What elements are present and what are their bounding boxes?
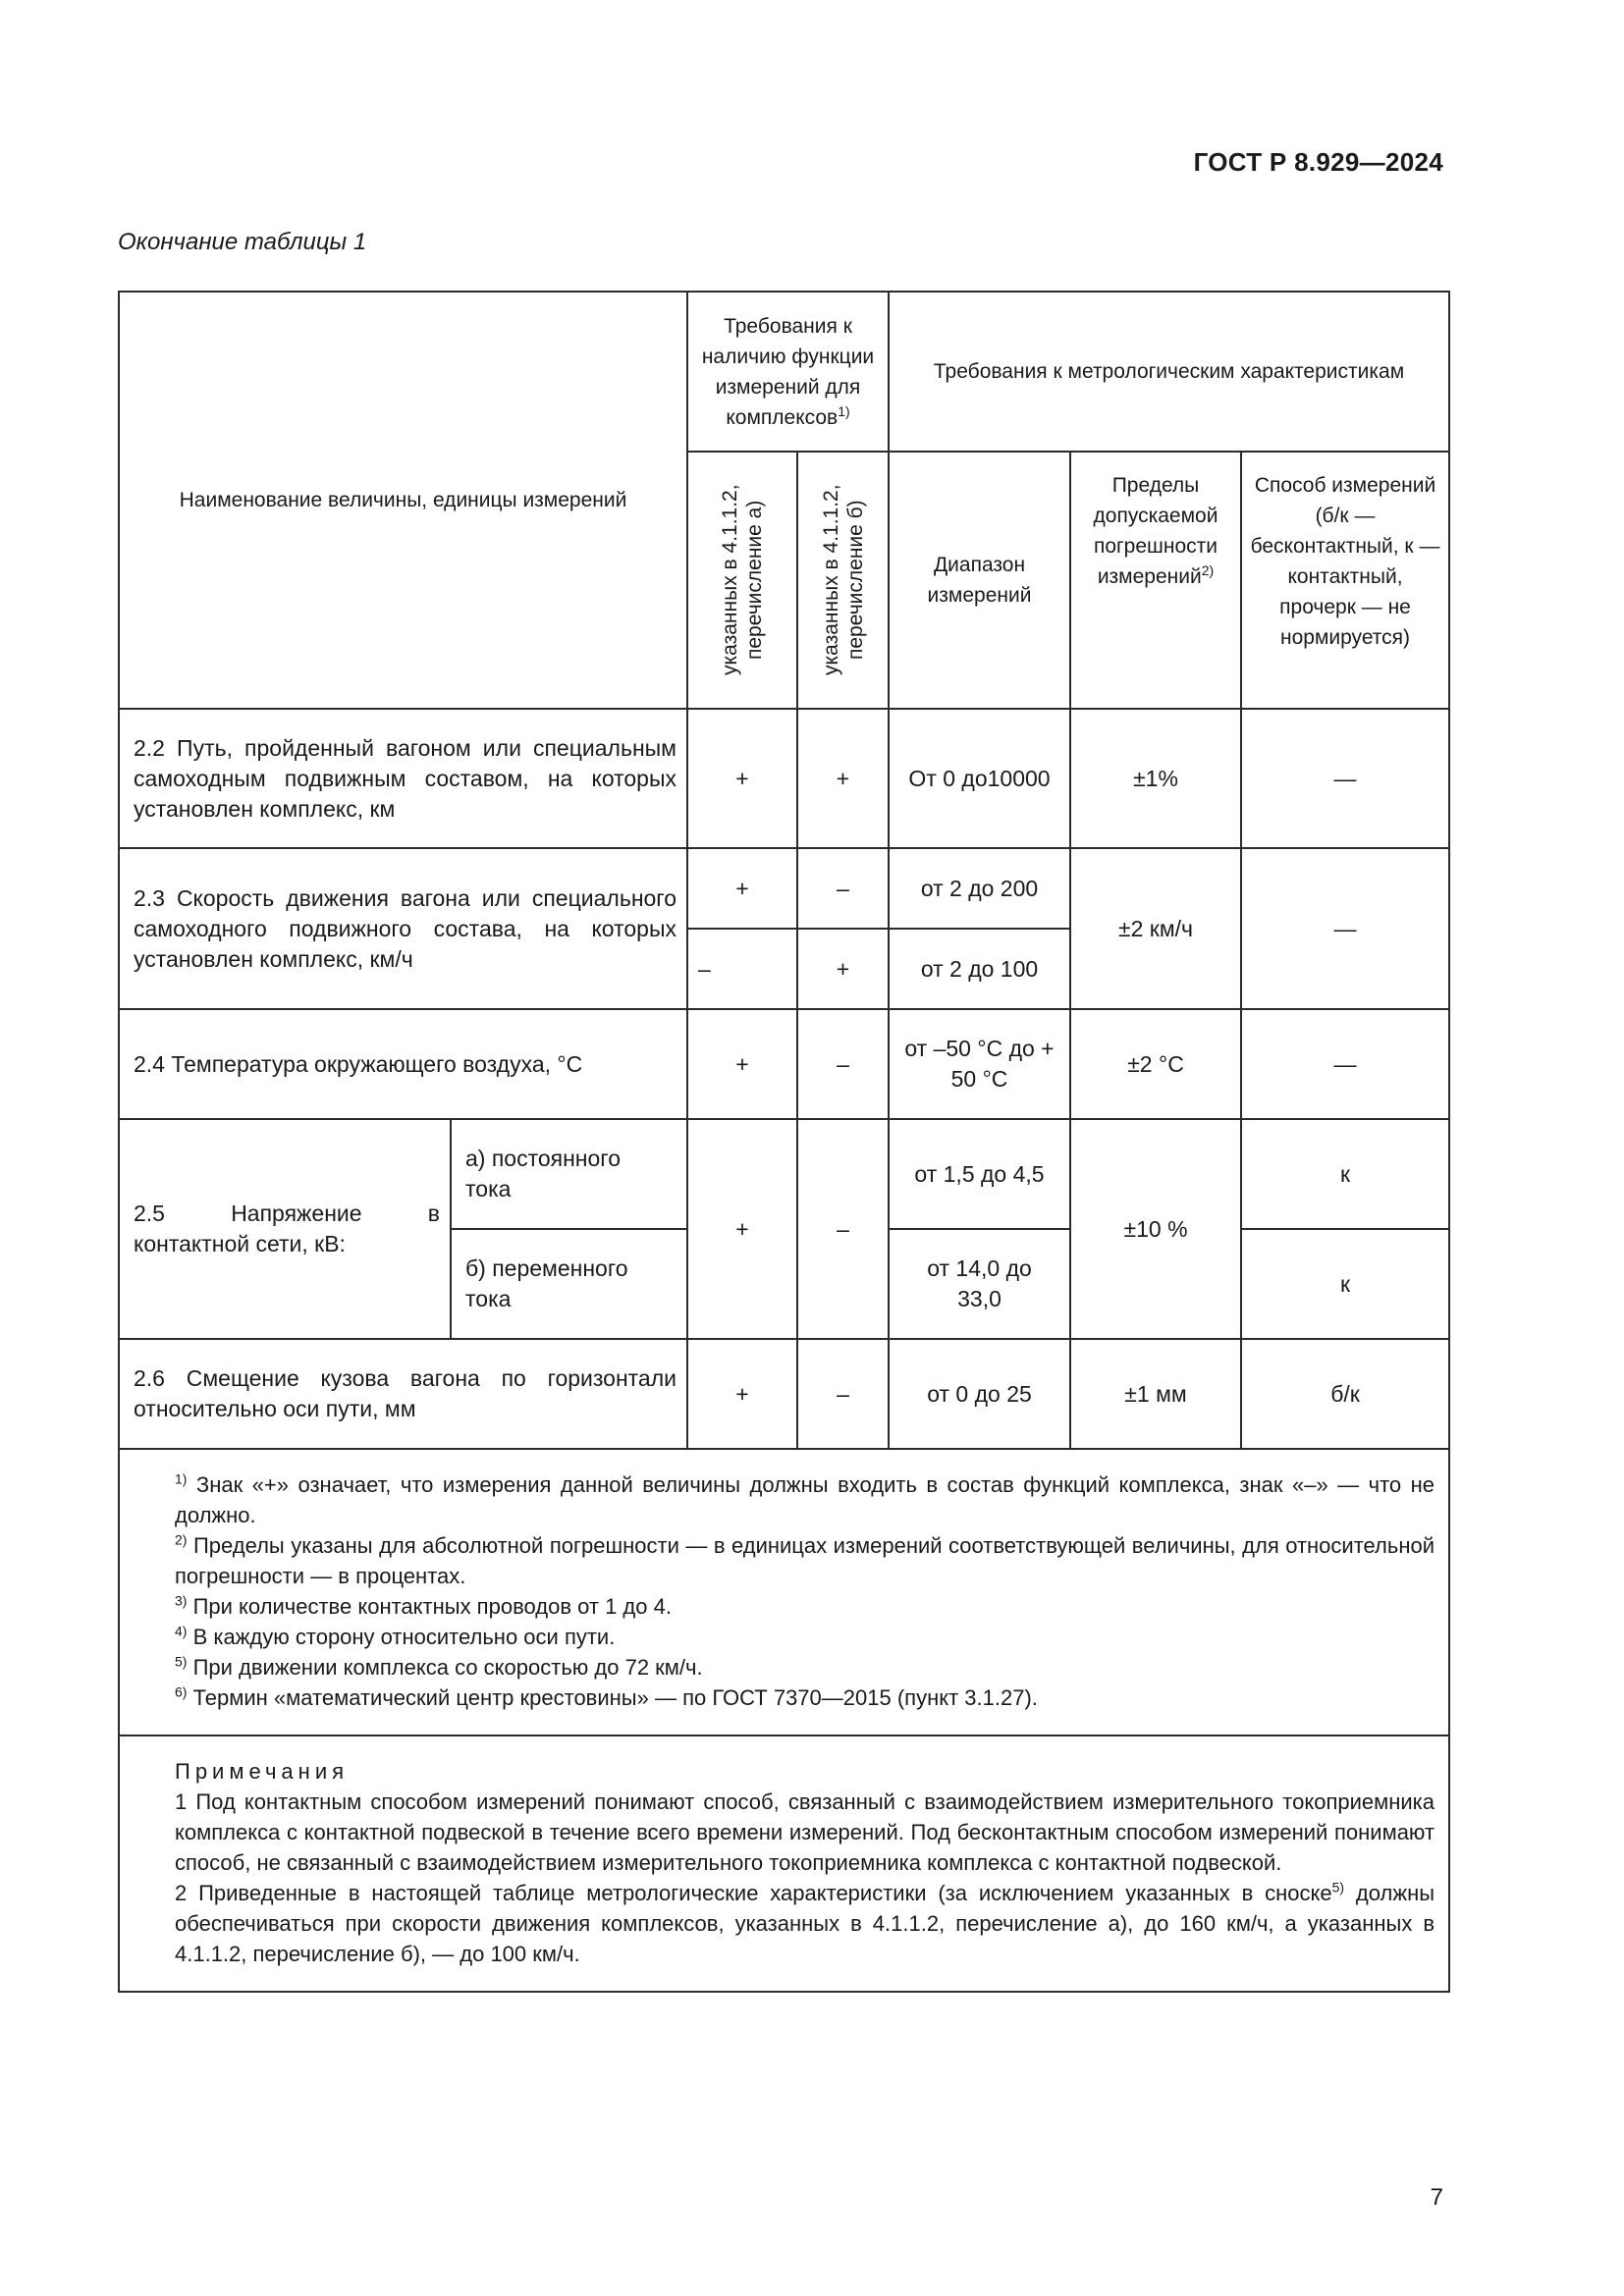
- header-sub-a: [687, 452, 797, 709]
- footnote-text: При движении комплекса со скоростью до 72 км/ч.: [192, 1655, 703, 1680]
- header-name-text: Наименование величины, единицы измерений: [179, 489, 627, 511]
- note-2: [134, 1878, 1435, 1969]
- row-2-5-method1: к: [1241, 1119, 1449, 1229]
- header-limits: [1070, 452, 1241, 709]
- footnote-text: При количестве контактных проводов от 1 до 4.: [192, 1594, 672, 1619]
- row-2-6-b: –: [797, 1339, 889, 1449]
- row-2-3-range2: от 2 до 100: [889, 929, 1070, 1009]
- note-2-text-a: 2 Приведенные в настоящей таблице метрологические характеристики (за исключением указанных в сноске: [175, 1881, 1332, 1905]
- row-2-5-range1: от 1,5 до 4,5: [889, 1119, 1070, 1229]
- row-2-4-limit: ±2 °С: [1070, 1009, 1241, 1119]
- header-method: [1241, 452, 1449, 709]
- row-2-5-range2: от 14,0 до 33,0: [889, 1229, 1070, 1339]
- header-req-func: [687, 292, 889, 452]
- table-caption: Окончание таблицы 1: [118, 229, 367, 255]
- row-2-2-b: +: [797, 709, 889, 848]
- row-2-6-name: 2.6 Смещение кузова вагона по горизонтали относительно оси пути, мм: [119, 1339, 687, 1449]
- notes-cell: [119, 1735, 1449, 1992]
- footnote-ref: 5): [1331, 1879, 1345, 1896]
- row-2-6-a: +: [687, 1339, 797, 1449]
- row-2-5-limit: ±10 %: [1070, 1119, 1241, 1339]
- footnote-text: Знак «+» означает, что измерения данной величины должны входить в состав функций комплекса, знак «–» — что не должно.: [175, 1472, 1435, 1527]
- header-range: [889, 452, 1070, 709]
- row-2-5-b: –: [797, 1119, 889, 1339]
- row-2-2-method: —: [1241, 709, 1449, 848]
- row-2-3-method: —: [1241, 848, 1449, 1009]
- header-req-metro: [889, 292, 1449, 452]
- footnote-num: 5): [175, 1653, 188, 1670]
- row-2-3-b1: –: [797, 848, 889, 929]
- footnote-5: [134, 1652, 1435, 1682]
- page-number: 7: [1430, 2184, 1443, 2211]
- header-name: [119, 292, 687, 709]
- row-2-3-a2: –: [687, 929, 797, 1009]
- notes-title: Примечания: [175, 1759, 350, 1784]
- header-req-func-text: Требования к наличию функции измерений для комплексов: [701, 314, 875, 429]
- row-2-3-b2: +: [797, 929, 889, 1009]
- row-2-3-range1: от 2 до 200: [889, 848, 1070, 929]
- row-2-2-range: От 0 до10000: [889, 709, 1070, 848]
- footnote-num: 3): [175, 1592, 188, 1609]
- header-sub-b-text: указанных в 4.1.1.2, перечисление б): [819, 484, 867, 676]
- row-2-3-a1: +: [687, 848, 797, 929]
- header-limits-text: Пределы допускаемой погрешности измерений: [1093, 474, 1218, 588]
- footnote-1: [134, 1469, 1435, 1530]
- footnote-num: 4): [175, 1623, 188, 1639]
- header-method-text: Способ измерений (б/к — бесконтактный, к — контактный, прочерк — не нормируется): [1250, 474, 1440, 649]
- footnote-3: [134, 1591, 1435, 1622]
- row-2-4-b: –: [797, 1009, 889, 1119]
- header-range-text: Диапазон измерений: [927, 554, 1032, 607]
- row-2-6-method: б/к: [1241, 1339, 1449, 1449]
- row-2-5-a: +: [687, 1119, 797, 1339]
- footnote-6: [134, 1682, 1435, 1713]
- header-req-metro-text: Требования к метрологическим характеристикам: [933, 360, 1405, 383]
- footnote-4: [134, 1622, 1435, 1652]
- row-2-4-method: —: [1241, 1009, 1449, 1119]
- footnote-2: [134, 1530, 1435, 1591]
- row-2-5-method2: к: [1241, 1229, 1449, 1339]
- row-2-5-sub-ac: б) переменного тока: [451, 1229, 687, 1339]
- row-2-6-range: от 0 до 25: [889, 1339, 1070, 1449]
- footnote-text: Термин «математический центр крестовины» — по ГОСТ 7370—2015 (пункт 3.1.27).: [192, 1685, 1038, 1710]
- footnote-num: 1): [175, 1470, 188, 1487]
- footnote-text: Пределы указаны для абсолютной погрешности — в единицах измерений соответствующей величины, для относительной погрешности — в процентах.: [175, 1533, 1435, 1588]
- footnote-num: 2): [175, 1531, 188, 1548]
- note-2-text-b: должны обеспечиваться при скорости движения комплексов, указанных в 4.1.1.2, перечисление а), до 160 км/ч, а указанных в 4.1.1.2, перечисление б), — до 100 км/ч.: [175, 1881, 1435, 1966]
- header-sub-a-text: указанных в 4.1.1.2, перечисление а): [719, 484, 766, 676]
- row-2-4-name: 2.4 Температура окружающего воздуха, °С: [119, 1009, 687, 1119]
- footnote-num: 6): [175, 1683, 188, 1700]
- row-2-6-limit: ±1 мм: [1070, 1339, 1241, 1449]
- row-2-2-a: +: [687, 709, 797, 848]
- footnote-ref: 1): [838, 402, 850, 419]
- note-1: 1 Под контактным способом измерений понимают способ, связанный с взаимодействием измерительного токоприемника комплекса с контактной подвеской в течение всего времени измерений. Под бесконтактным способом измерений понимают способ, не связанный с взаимодействием измерительного токоприемника комплекса с контактной подвеской.: [175, 1789, 1435, 1875]
- row-2-2-limit: ±1%: [1070, 709, 1241, 848]
- row-2-5-name: 2.5 Напряжение в контактной сети, кВ:: [119, 1119, 451, 1339]
- row-2-2-name: 2.2 Путь, пройденный вагоном или специальным самоходным подвижным составом, на которых установлен комплекс, км: [119, 709, 687, 848]
- header-sub-b: [797, 452, 889, 709]
- footnote-text: В каждую сторону относительно оси пути.: [192, 1625, 616, 1649]
- row-2-5-sub-dc: а) постоянного тока: [451, 1119, 687, 1229]
- metrology-table: [118, 291, 1450, 1993]
- row-2-3-limit: ±2 км/ч: [1070, 848, 1241, 1009]
- document-code: ГОСТ Р 8.929—2024: [1193, 147, 1443, 177]
- row-2-4-a: +: [687, 1009, 797, 1119]
- row-2-3-name: 2.3 Скорость движения вагона или специального самоходного подвижного состава, на которых установлен комплекс, км/ч: [119, 848, 687, 1009]
- footnotes-cell: [119, 1449, 1449, 1735]
- row-2-4-range: от –50 °С до + 50 °С: [889, 1009, 1070, 1119]
- footnote-ref: 2): [1201, 562, 1215, 578]
